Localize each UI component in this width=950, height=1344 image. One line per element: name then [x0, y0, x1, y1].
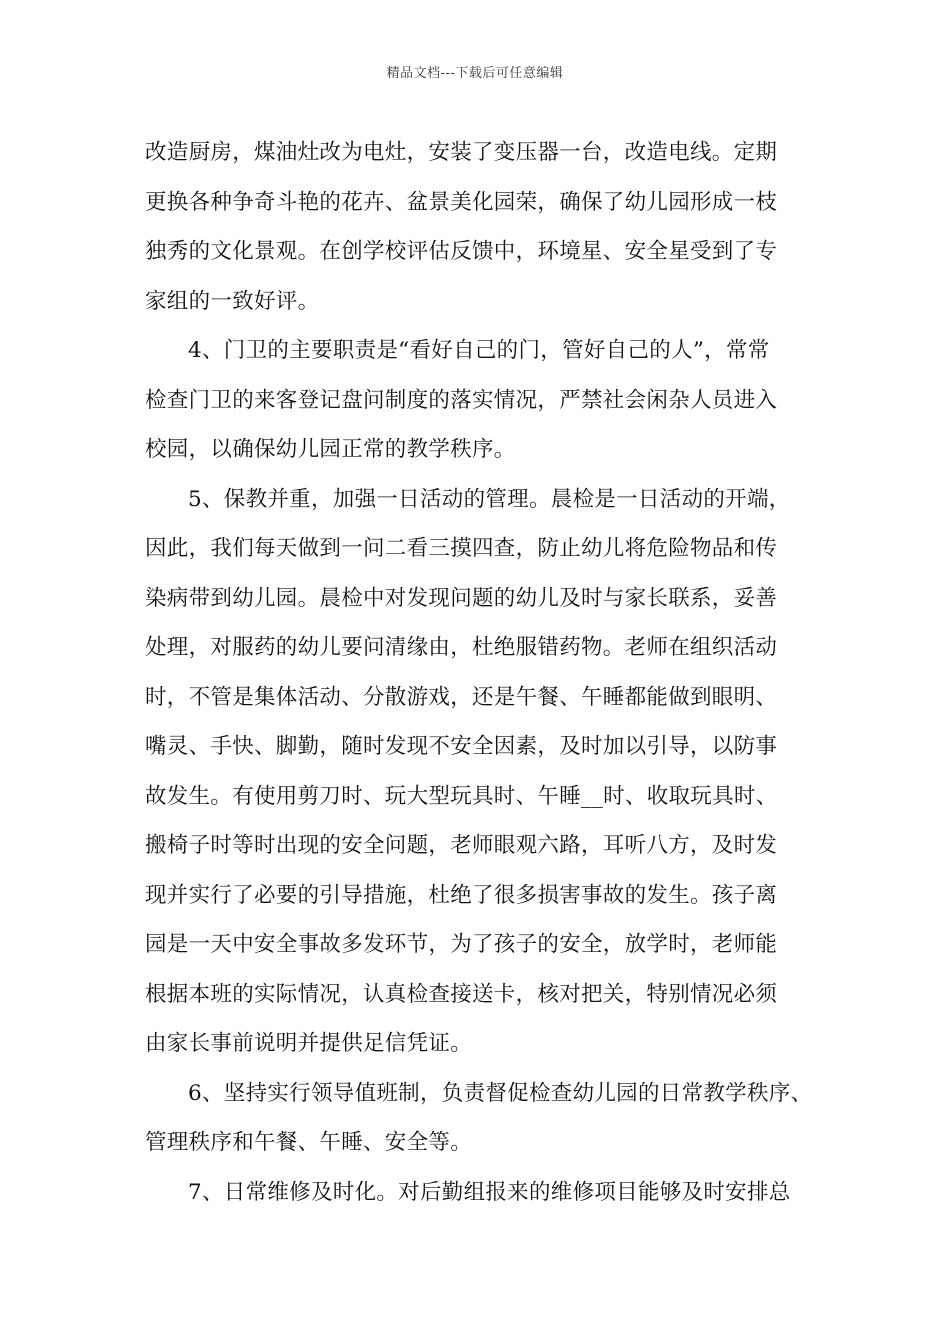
text-line: 校园，以确保幼儿园正常的教学秩序。: [145, 437, 516, 462]
body-text: [145, 128, 813, 1217]
text-line: 6、坚持实行领导值班制，负责督促检查幼儿园的日常教学秩序、: [188, 1080, 813, 1106]
text-line: 由家长事前说明并提供足信凭证。: [145, 1031, 473, 1056]
text-line: 检查门卫的来客登记盘问制度的落实情况，严禁社会闲杂人员进入: [145, 387, 778, 413]
text-line: 独秀的文化景观。在创学校评估反馈中，环境星、安全星受到了专: [145, 239, 778, 264]
text-line: 4、门卫的主要职责是“看好自己的门，管好自己的人”，常常: [188, 338, 770, 363]
page-header: 精品文档---下载后可任意编辑: [386, 66, 564, 81]
text-line: 根据本班的实际情况，认真检查接送卡，核对把关，特别情况必须: [145, 981, 778, 1007]
text-line: 7、日常维修及时化。对后勤组报来的维修项目能够及时安排总: [188, 1179, 791, 1205]
text-line: 家组的一致好评。: [145, 288, 320, 314]
text-line: 时，不管是集体活动、分散游戏，还是午餐、午睡都能做到眼明、: [145, 684, 778, 710]
text-line: 园是一天中安全事故多发环节，为了孩子的安全，放学时，老师能: [145, 932, 778, 957]
text-line: 更换各种争奇斗艳的花卉、盆景美化园荣，确保了幼儿园形成一枝: [145, 189, 778, 215]
text-line: 搬椅子时等时出现的安全问题，老师眼观六路，耳听八方，及时发: [145, 833, 778, 858]
text-line: 管理秩序和午餐、午睡、安全等。: [145, 1130, 473, 1155]
text-line: 现并实行了必要的引导措施，杜绝了很多损害事故的发生。孩子离: [145, 882, 778, 908]
text-line: 因此，我们每天做到一问二看三摸四查，防止幼儿将危险物品和传: [145, 536, 778, 561]
text-line: 故发生。有使用剪刀时、玩大型玩具时、午睡__时、收取玩具时、: [145, 783, 778, 809]
text-line: 染病带到幼儿园。晨检中对发现问题的幼儿及时与家长联系，妥善: [145, 585, 778, 611]
text-line: 嘴灵、手快、脚勤，随时发现不安全因素，及时加以引导，以防事: [145, 734, 778, 759]
text-line: 处理，对服药的幼儿要问清缘由，杜绝服错药物。老师在组织活动: [145, 635, 778, 660]
text-line: 5、保教并重，加强一日活动的管理。晨检是一日活动的开端，: [188, 486, 791, 512]
text-line: 改造厨房，煤油灶改为电灶，安装了变压器一台，改造电线。定期: [145, 140, 778, 165]
